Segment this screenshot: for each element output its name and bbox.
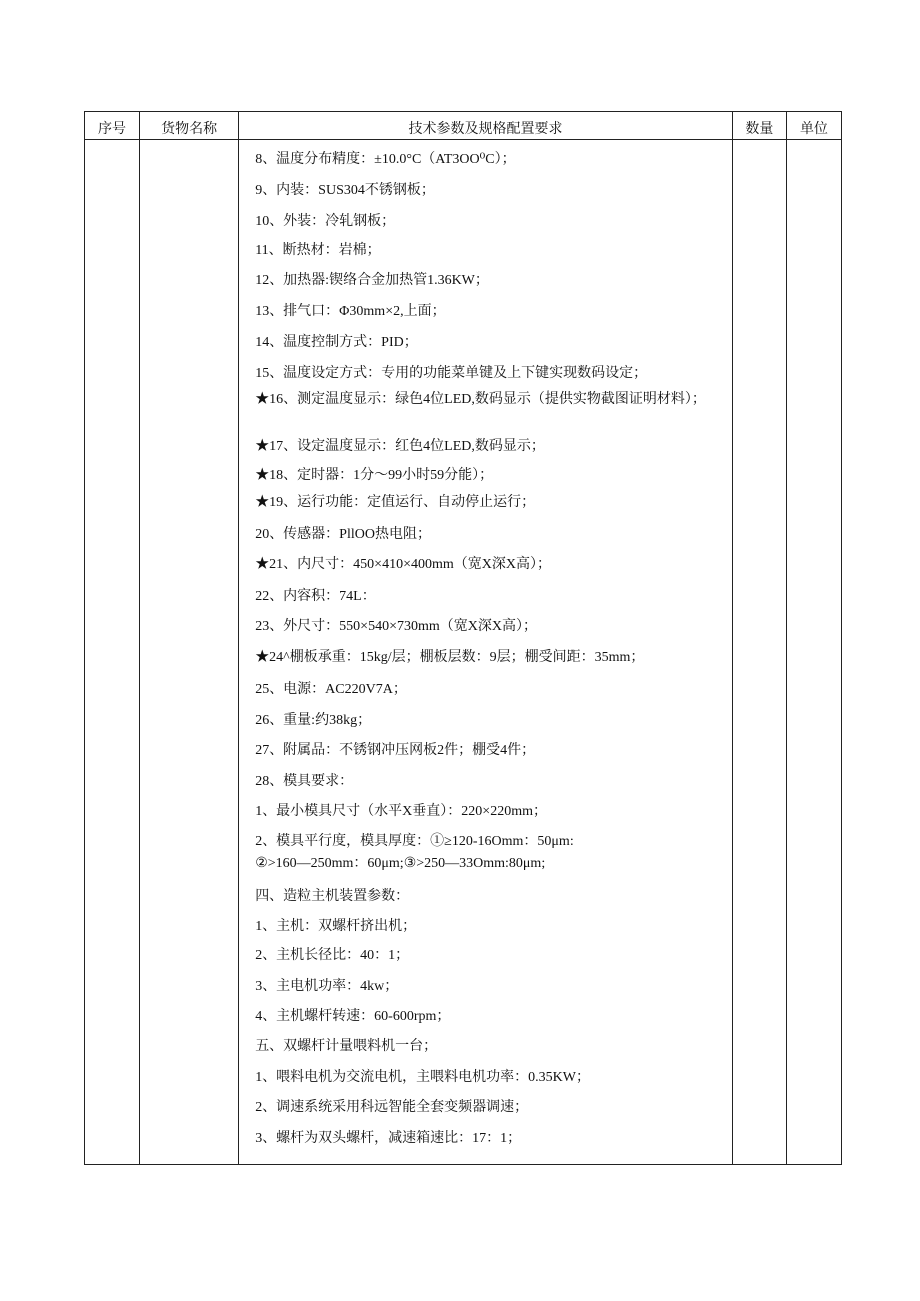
header-unit: 单位 <box>786 112 841 140</box>
spec-line: ②>160—250mm：60μm;③>250—33Omm:80μm; <box>255 856 546 871</box>
table-row <box>85 140 842 1165</box>
cell-spec <box>239 140 733 1165</box>
spec-line: 12、加热器:锲络合金加热管1.36KW； <box>255 273 489 288</box>
header-qty: 数量 <box>732 112 786 140</box>
header-spec: 技术参数及规格配置要求 <box>239 112 733 140</box>
spec-line: ★24^棚板承重：15kg/层；棚板层数：9层；棚受间距：35mm； <box>255 650 645 665</box>
spec-line: ★16、测定温度显示：绿色4位LED,数码显示（提供实物截图证明材料）； <box>255 392 706 407</box>
spec-line: ★19、运行功能：定值运行、自动停止运行； <box>255 495 536 510</box>
spec-line: 13、排气口：Φ30mm×2,上面； <box>255 304 446 319</box>
spec-line: 28、模具要求： <box>255 774 354 789</box>
spec-line: ★18、定时器：1分〜99小时59分能）； <box>255 468 494 483</box>
spec-line: 1、主机：双螺杆挤出机； <box>255 919 417 934</box>
cell-qty <box>732 140 786 1165</box>
spec-line: 8、温度分布精度：±10.0°C（AT3OO⁰C）； <box>255 152 516 167</box>
cell-unit <box>786 140 841 1165</box>
spec-line: 9、内装：SUS304不锈钢板； <box>255 183 435 198</box>
spec-line: 2、主机长径比：40：1； <box>255 948 410 963</box>
spec-line: ★17、设定温度显示：红色4位LED,数码显示； <box>255 439 545 454</box>
cell-name <box>140 140 239 1165</box>
spec-line: 1、喂料电机为交流电机，主喂料电机功率：0.35KW； <box>255 1070 591 1085</box>
spec-line: 23、外尺寸：550×540×730mm（宽X深X高）； <box>255 619 537 634</box>
header-no: 序号 <box>85 112 140 140</box>
spec-line: 四、造粒主机装置参数： <box>255 889 410 904</box>
spec-line: 20、传感器：PllOO热电阻； <box>255 527 431 542</box>
spec-table <box>84 111 842 1165</box>
cell-no <box>85 140 140 1165</box>
spec-line: 1、最小模具尺寸（水平X垂直）：220×220mm； <box>255 804 547 819</box>
spec-line: 4、主机螺杆转速：60-600rpm； <box>255 1009 451 1024</box>
spec-line: 25、电源：AC220V7A； <box>255 682 407 697</box>
table-header-row <box>85 112 842 140</box>
spec-line: 10、外装：冷轧钢板； <box>255 214 396 229</box>
spec-line: ★21、内尺寸：450×410×400mm（宽X深X高）； <box>255 557 551 572</box>
spec-line: 2、调速系统采用科远智能全套变频器调速； <box>255 1100 529 1115</box>
spec-line: 27、附属品：不锈钢冲压网板2件；棚受4件； <box>255 743 536 758</box>
header-name: 货物名称 <box>140 112 239 140</box>
spec-line: 22、内容积：74L： <box>255 589 376 604</box>
spec-line: 15、温度设定方式：专用的功能菜单键及上下键实现数码设定； <box>255 366 648 381</box>
spec-line: 3、主电机功率：4kw； <box>255 979 399 994</box>
spec-line: 五、双螺杆计量喂料机一台； <box>255 1039 438 1054</box>
spec-line: 2、模具平行度，模具厚度：①≥120-16Omm：50μm: <box>255 834 574 849</box>
spec-line: 3、螺杆为双头螺杆，减速箱速比：17：1； <box>255 1131 522 1146</box>
spec-line: 14、温度控制方式：PID； <box>255 335 418 350</box>
spec-line: 11、断热材：岩棉； <box>255 243 381 258</box>
spec-line: 26、重量:约38kg； <box>255 713 372 728</box>
